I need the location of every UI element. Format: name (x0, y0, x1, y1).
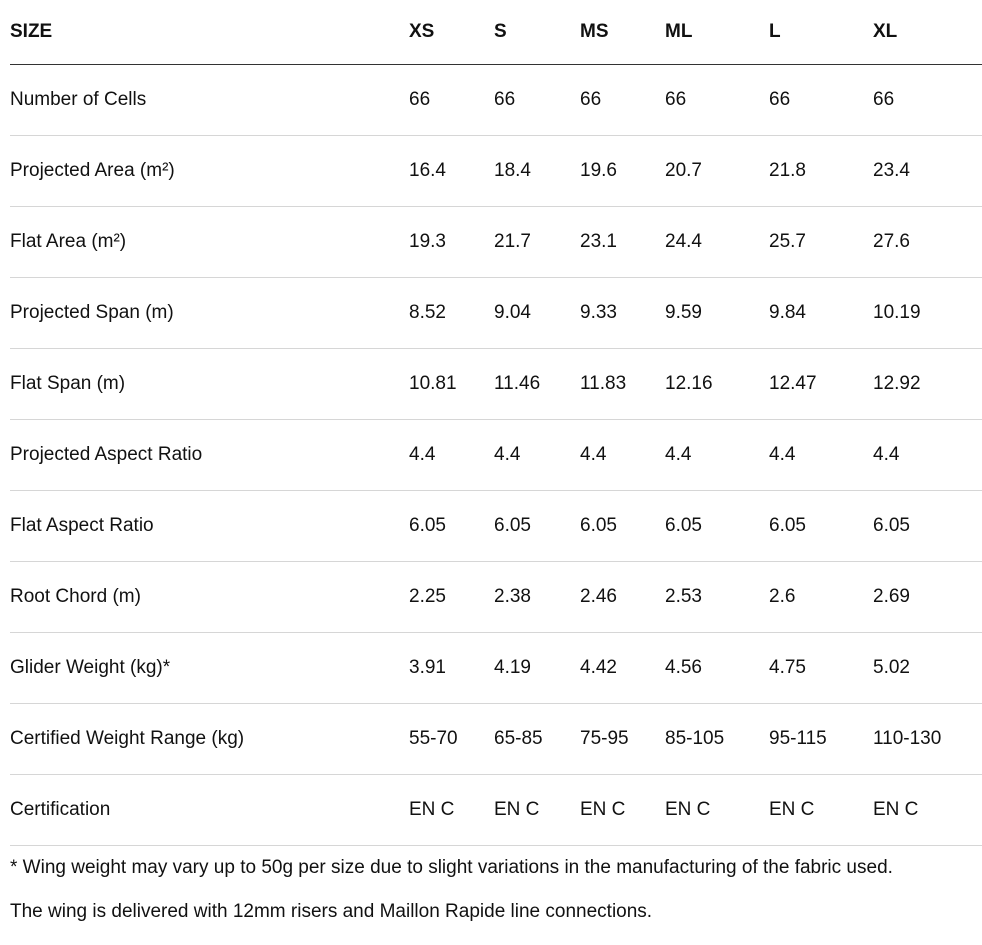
size-column-header: S (494, 0, 580, 65)
cell-value: 19.6 (580, 136, 665, 207)
cell-value: 95-115 (769, 704, 873, 775)
cell-value: 19.3 (409, 207, 494, 278)
table-row (10, 420, 982, 491)
cell-value: 65-85 (494, 704, 580, 775)
cell-value: 66 (873, 65, 982, 136)
cell-value: 23.1 (580, 207, 665, 278)
row-label: Flat Span (m) (10, 349, 409, 420)
cell-value: 4.4 (769, 420, 873, 491)
cell-value: 4.56 (665, 633, 769, 704)
table-row (10, 491, 982, 562)
cell-value: 2.46 (580, 562, 665, 633)
cell-value: 27.6 (873, 207, 982, 278)
row-label: Projected Aspect Ratio (10, 420, 409, 491)
row-label: Glider Weight (kg)* (10, 633, 409, 704)
cell-value: 5.02 (873, 633, 982, 704)
table-row (10, 65, 982, 136)
cell-value: 2.38 (494, 562, 580, 633)
cell-value: 12.92 (873, 349, 982, 420)
cell-value: 2.69 (873, 562, 982, 633)
cell-value: EN C (769, 775, 873, 846)
table-row (10, 349, 982, 420)
row-label: Projected Span (m) (10, 278, 409, 349)
cell-value: 12.16 (665, 349, 769, 420)
cell-value: 3.91 (409, 633, 494, 704)
cell-value: 10.19 (873, 278, 982, 349)
cell-value: 75-95 (580, 704, 665, 775)
cell-value: 66 (665, 65, 769, 136)
size-column-header: L (769, 0, 873, 65)
cell-value: EN C (873, 775, 982, 846)
cell-value: EN C (409, 775, 494, 846)
cell-value: 4.19 (494, 633, 580, 704)
cell-value: 24.4 (665, 207, 769, 278)
delivery-footnote: The wing is delivered with 12mm risers and Maillon Rapide line connections. (10, 901, 653, 922)
row-label: Certification (10, 775, 409, 846)
cell-value: 4.4 (873, 420, 982, 491)
cell-value: 6.05 (873, 491, 982, 562)
cell-value: 4.42 (580, 633, 665, 704)
size-header-label: SIZE (10, 0, 409, 65)
size-column-header: XL (873, 0, 982, 65)
cell-value: 2.6 (769, 562, 873, 633)
cell-value: 18.4 (494, 136, 580, 207)
row-label: Number of Cells (10, 65, 409, 136)
cell-value: 6.05 (580, 491, 665, 562)
cell-value: 4.4 (665, 420, 769, 491)
cell-value: 66 (580, 65, 665, 136)
cell-value: 4.75 (769, 633, 873, 704)
cell-value: 4.4 (580, 420, 665, 491)
cell-value: 9.59 (665, 278, 769, 349)
table-row (10, 633, 982, 704)
cell-value: 66 (769, 65, 873, 136)
cell-value: 85-105 (665, 704, 769, 775)
cell-value: 9.04 (494, 278, 580, 349)
row-label: Root Chord (m) (10, 562, 409, 633)
cell-value: 11.46 (494, 349, 580, 420)
cell-value: 2.53 (665, 562, 769, 633)
table-row (10, 136, 982, 207)
size-column-header: MS (580, 0, 665, 65)
table-row (10, 278, 982, 349)
table-header-row (10, 0, 982, 65)
cell-value: 2.25 (409, 562, 494, 633)
row-label: Projected Area (m²) (10, 136, 409, 207)
table-row (10, 562, 982, 633)
cell-value: 9.33 (580, 278, 665, 349)
cell-value: 20.7 (665, 136, 769, 207)
cell-value: 16.4 (409, 136, 494, 207)
cell-value: 21.8 (769, 136, 873, 207)
cell-value: EN C (665, 775, 769, 846)
cell-value: 8.52 (409, 278, 494, 349)
cell-value: 4.4 (494, 420, 580, 491)
size-spec-table (10, 0, 982, 846)
cell-value: 6.05 (665, 491, 769, 562)
cell-value: 23.4 (873, 136, 982, 207)
cell-value: 6.05 (769, 491, 873, 562)
cell-value: 25.7 (769, 207, 873, 278)
cell-value: EN C (494, 775, 580, 846)
cell-value: 6.05 (409, 491, 494, 562)
table-body (10, 65, 982, 846)
size-column-header: ML (665, 0, 769, 65)
table-row (10, 704, 982, 775)
cell-value: EN C (580, 775, 665, 846)
row-label: Certified Weight Range (kg) (10, 704, 409, 775)
cell-value: 12.47 (769, 349, 873, 420)
cell-value: 110-130 (873, 704, 982, 775)
table-row (10, 207, 982, 278)
cell-value: 11.83 (580, 349, 665, 420)
cell-value: 66 (409, 65, 494, 136)
weight-footnote: * Wing weight may vary up to 50g per size due to slight variations in the manufacturing of the fabric used. (10, 857, 893, 878)
cell-value: 10.81 (409, 349, 494, 420)
table-row (10, 775, 982, 846)
row-label: Flat Aspect Ratio (10, 491, 409, 562)
cell-value: 21.7 (494, 207, 580, 278)
cell-value: 9.84 (769, 278, 873, 349)
row-label: Flat Area (m²) (10, 207, 409, 278)
cell-value: 66 (494, 65, 580, 136)
cell-value: 55-70 (409, 704, 494, 775)
size-column-header: XS (409, 0, 494, 65)
cell-value: 6.05 (494, 491, 580, 562)
cell-value: 4.4 (409, 420, 494, 491)
